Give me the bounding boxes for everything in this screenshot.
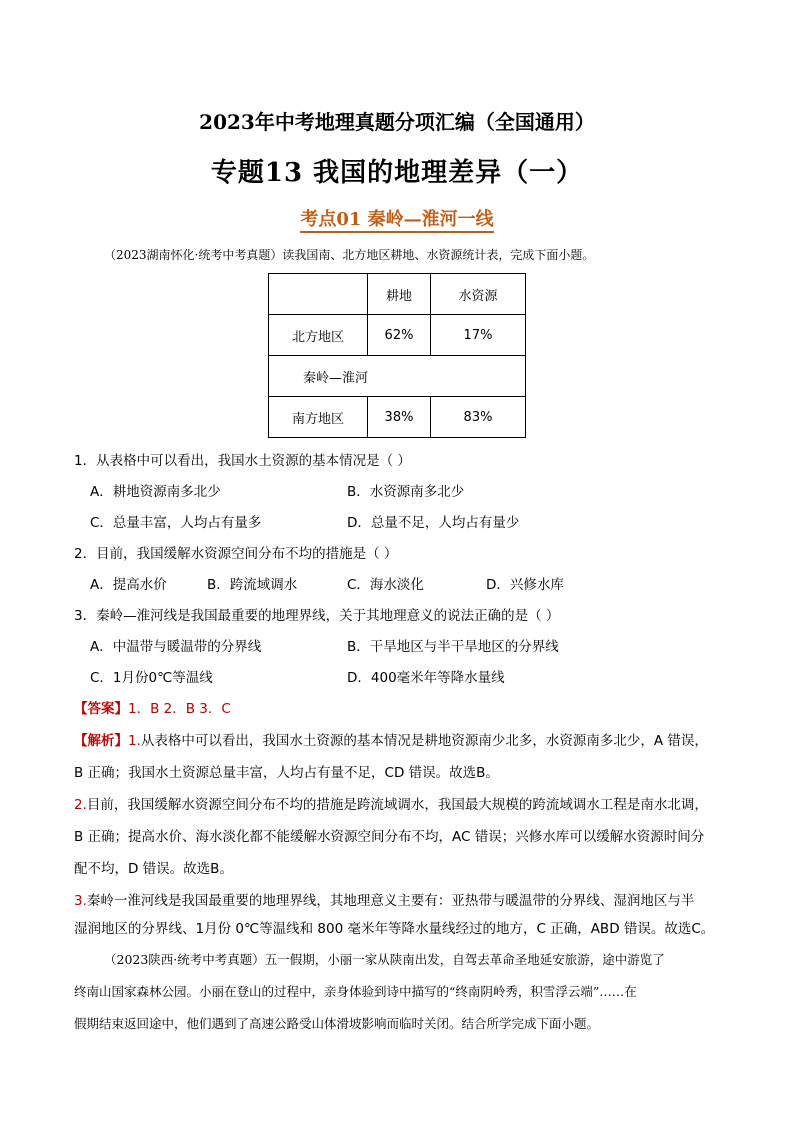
- analysis-line: 湿润地区的分界线、1月份 0℃等温线和 800 毫米年等降水量线经过的地方，C 正确，ABD 错误。故选C。: [74, 921, 715, 937]
- table-cell: 62%: [368, 315, 431, 356]
- analysis-label: 【解析】: [74, 733, 128, 749]
- analysis-line: B 正确；我国水土资源总量丰富，人均占有量不足，CD 错误。故选B。: [74, 765, 499, 781]
- analysis-number: 2.: [74, 797, 87, 813]
- question-3-option-b: B．干旱地区与半干旱地区的分界线: [347, 639, 559, 655]
- table-header-row: [269, 274, 526, 315]
- question-3-option-a: A．中温带与暖温带的分界线: [90, 639, 262, 655]
- analysis-line: B 正确；提高水价、海水淡化都不能缓解水资源空间分布不均，AC 错误；兴修水库可以缓解水资源时间分: [74, 829, 705, 845]
- analysis-number: 1.: [128, 733, 141, 749]
- question-3-option-c: C．1月份0℃等温线: [90, 670, 213, 686]
- table-divider-label: 秦岭—淮河: [269, 356, 526, 397]
- question-2-option-d: D．兴修水库: [486, 577, 564, 593]
- table-row-label: 南方地区: [269, 397, 368, 438]
- answer-line: [74, 697, 231, 717]
- question-3-option-d: D．400毫米年等降水量线: [347, 670, 505, 686]
- exam-point-title: [0, 205, 794, 231]
- question-2-option-b: B．跨流域调水: [207, 577, 298, 593]
- table-cell: 38%: [368, 397, 431, 438]
- analysis-line: [74, 793, 708, 813]
- question-2-option-c: C．海水淡化: [347, 577, 424, 593]
- answer-text: 1．B 2．B 3．C: [128, 701, 231, 717]
- analysis-number: 3.: [74, 893, 87, 909]
- question-intro: （2023湖南怀化·统考中考真题）读我国南、北方地区耕地、水资源统计表，完成下面小题。: [104, 248, 595, 262]
- question-1-stem: 1．从表格中可以看出，我国水土资源的基本情况是（ ）: [74, 453, 411, 469]
- table-cell: 17%: [431, 315, 526, 356]
- passage-line: 假期结束返回途中，他们遇到了高速公路受山体滑坡影响而临时关闭。结合所学完成下面小题。: [74, 1016, 600, 1031]
- analysis-line: [74, 889, 694, 909]
- table-header-cell: 耕地: [368, 274, 431, 315]
- question-3-stem: 3．秦岭—淮河线是我国最重要的地理界线，关于其地理意义的说法正确的是（ ）: [74, 608, 560, 624]
- question-1-option-c: C．总量丰富，人均占有量多: [90, 515, 262, 531]
- document-title: 2023年中考地理真题分项汇编（全国通用）: [199, 110, 595, 134]
- table-cell: 83%: [431, 397, 526, 438]
- analysis-text: 从表格中可以看出，我国水土资源的基本情况是耕地资源南少北多，水资源南多北少，A 错误，: [140, 733, 708, 749]
- question-1-option-b: B．水资源南多北少: [347, 484, 465, 500]
- statistics-table: [268, 273, 526, 438]
- question-2-stem: 2．目前，我国缓解水资源空间分布不均的措施是（ ）: [74, 546, 398, 562]
- question-2-option-a: A．提高水价: [90, 577, 167, 593]
- table-row: [269, 315, 526, 356]
- passage-line: （2023陕西·统考中考真题）五一假期，小丽一家从陕南出发，自驾去革命圣地延安旅游，途中游览了: [104, 952, 665, 967]
- question-1-option-a: A．耕地资源南多北少: [90, 484, 221, 500]
- question-1-option-d: D．总量不足，人均占有量少: [347, 515, 520, 531]
- table-header-cell: [269, 274, 368, 315]
- answer-label: 【答案】: [74, 701, 128, 717]
- exam-point-label: 考点01 秦岭—淮河一线: [300, 209, 493, 233]
- table-row-label: 北方地区: [269, 315, 368, 356]
- analysis-text: 目前，我国缓解水资源空间分布不均的措施是跨流域调水，我国最大规模的跨流域调水工程是南水北调，: [86, 797, 708, 813]
- passage-line: 终南山国家森林公园。小丽在登山的过程中，亲身体验到诗中描写的“终南阴岭秀，积雪浮云端”……在: [74, 984, 637, 999]
- analysis-line: [74, 729, 708, 749]
- analysis-line: 配不均，D 错误。故选B。: [74, 861, 233, 877]
- table-header-cell: 水资源: [431, 274, 526, 315]
- table-row: [269, 356, 526, 397]
- topic-title: 专题13 我国的地理差异（一）: [210, 158, 584, 188]
- table-row: [269, 397, 526, 438]
- analysis-text: 秦岭一淮河线是我国最重要的地理界线，其地理意义主要有：亚热带与暖温带的分界线、湿润地区与半: [86, 893, 695, 909]
